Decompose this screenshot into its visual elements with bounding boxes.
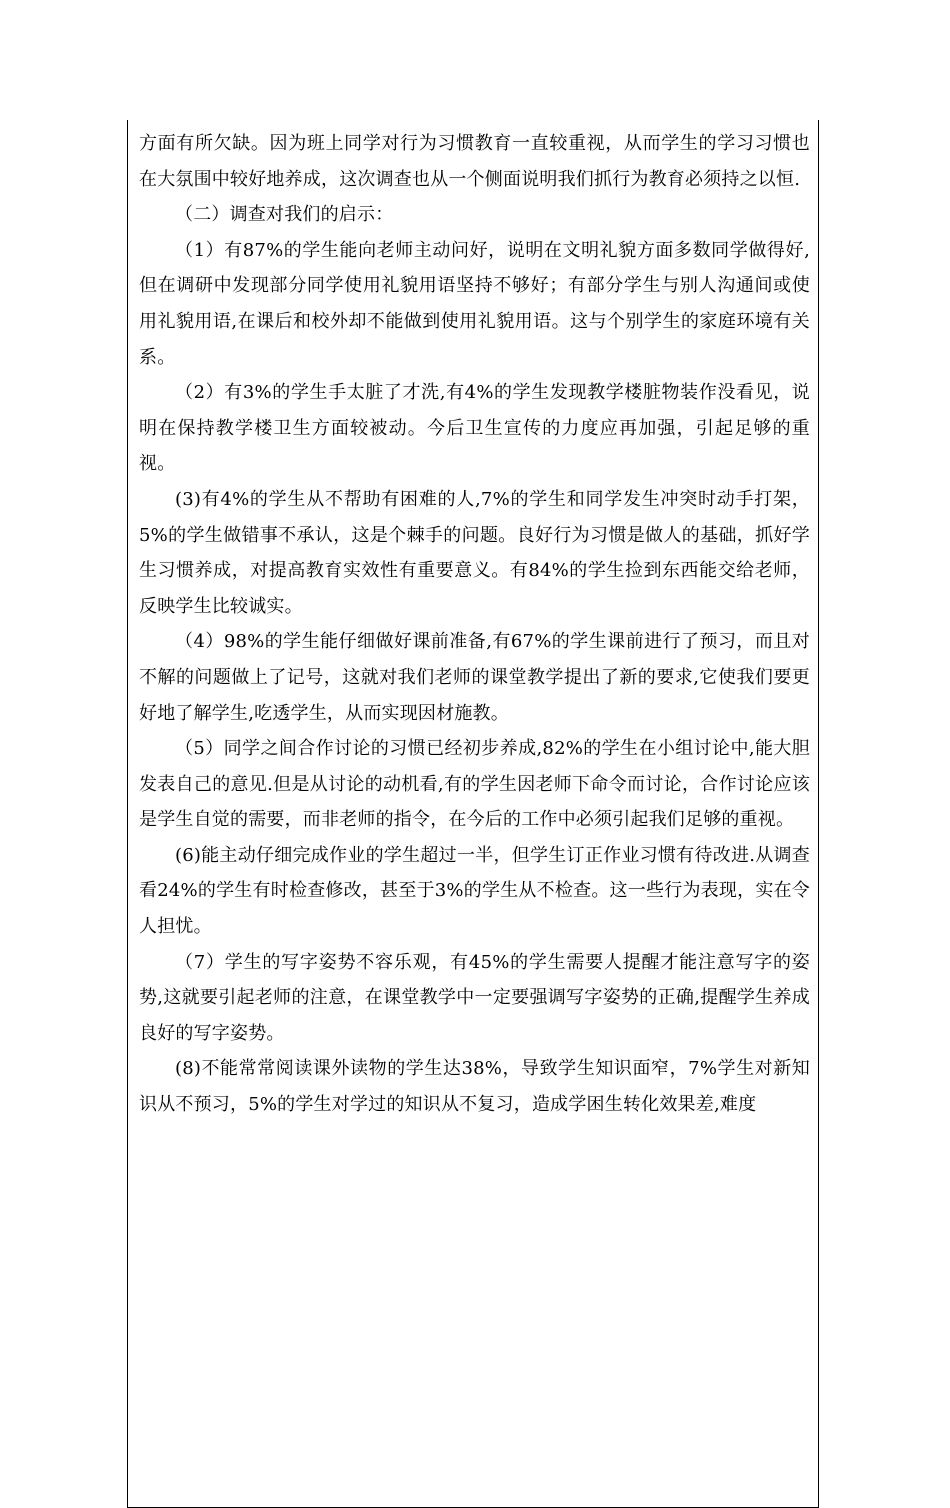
paragraph-item-2: （2）有3%的学生手太脏了才洗,有4%的学生发现教学楼脏物装作没看见，说明在保持教学楼卫生方面较被动。今后卫生宣传的力度应再加强，引起足够的重视。 xyxy=(139,382,810,475)
paragraph-item-5: （5）同学之间合作讨论的习惯已经初步养成,82%的学生在小组讨论中,能大胆发表自己的意见.但是从讨论的动机看,有的学生因老师下命令而讨论，合作讨论应该是学生自觉的需要，而非老师的指令，在今后的工作中必须引起我们足够的重视。 xyxy=(139,738,810,831)
paragraph-item-1: （1）有87%的学生能向老师主动问好，说明在文明礼貌方面多数同学做得好,但在调研中发现部分同学使用礼貌用语坚持不够好；有部分学生与别人沟通间或使用礼貌用语,在课后和校外却不能做到使用礼貌用语。这与个别学生的家庭环境有关系。 xyxy=(139,239,810,368)
document-table-cell xyxy=(127,120,819,1508)
paragraph-item-8: (8)不能常常阅读课外读物的学生达38%，导致学生知识面窄，7%学生对新知识从不预习，5%的学生对学过的知识从不复习，造成学困生转化效果差,难度 xyxy=(139,1058,810,1116)
paragraph-continuation: 方面有所欠缺。因为班上同学对行为习惯教育一直较重视，从而学生的学习习惯也在大氛围中较好地养成，这次调查也从一个侧面说明我们抓行为教育必须持之以恒. xyxy=(139,133,810,190)
paragraph-item-7: （7）学生的写字姿势不容乐观，有45%的学生需要人提醒才能注意写字的姿势,这就要引起老师的注意，在课堂教学中一定要强调写字姿势的正确,提醒学生养成良好的写字姿势。 xyxy=(139,951,810,1044)
paragraph-item-4: （4）98%的学生能仔细做好课前准备,有67%的学生课前进行了预习，而且对不解的问题做上了记号，这就对我们老师的课堂教学提出了新的要求,它使我们要更好地了解学生,吃透学生，从而实现因材施教。 xyxy=(139,631,810,724)
paragraph-item-6: (6)能主动仔细完成作业的学生超过一半，但学生订正作业习惯有待改进.从调查看24%的学生有时检查修改，甚至于3%的学生从不检查。这一些行为表现，实在令人担忧。 xyxy=(139,844,810,938)
paragraph-item-3: (3)有4%的学生从不帮助有困难的人,7%的学生和同学发生冲突时动手打架，5%的学生做错事不承认，这是个棘手的问题。良好行为习惯是做人的基础，抓好学生习惯养成，对提高教育实效性有重要意义。有84%的学生捡到东西能交给老师，反映学生比较诚实。 xyxy=(139,488,810,617)
section-heading-insights: （二）调查对我们的启示： xyxy=(175,204,394,226)
